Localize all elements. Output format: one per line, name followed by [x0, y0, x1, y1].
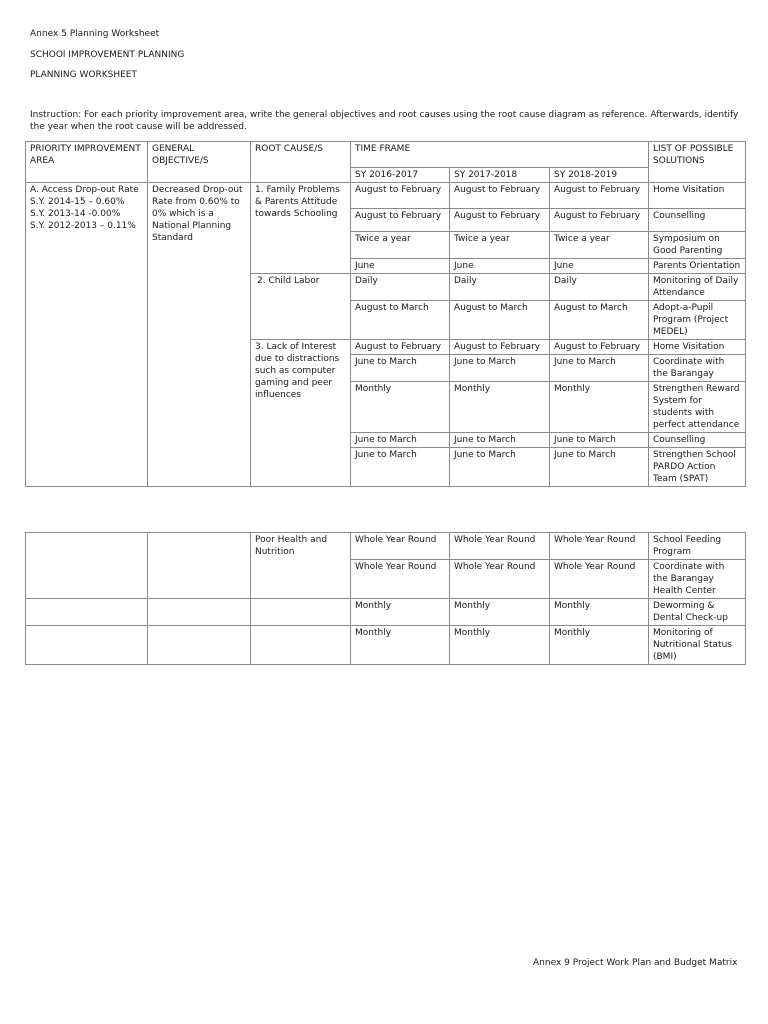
solution-cell: Parents Orientation [649, 259, 746, 274]
timeframe-cell: June to March [450, 448, 550, 487]
timeframe-cell: Monthly [550, 382, 649, 433]
timeframe-cell: June to March [351, 355, 450, 382]
timeframe-cell: August to February [450, 183, 550, 209]
timeframe-cell: Monthly [450, 599, 550, 626]
timeframe-cell: August to February [351, 183, 450, 209]
header-root-cause: ROOT CAUSE/S [251, 142, 351, 183]
root-cause-child-labor: 2. Child Labor [251, 274, 351, 340]
timeframe-cell: Monthly [450, 382, 550, 433]
header-year: SY 2018-2019 [550, 168, 649, 183]
empty-cell [26, 626, 148, 665]
solution-cell: Adopt-a-Pupil Program (Project MEDEL) [649, 301, 746, 340]
priority-area-rate: S.Y. 2012-2013 – 0.11% [30, 221, 136, 231]
timeframe-cell: Whole Year Round [351, 560, 450, 599]
planning-table [25, 141, 746, 487]
timeframe-cell: August to February [450, 209, 550, 232]
timeframe-cell: June to March [550, 448, 649, 487]
timeframe-cell: Monthly [351, 626, 450, 665]
solution-cell: Deworming & Dental Check-up [649, 599, 746, 626]
header-time-frame: TIME FRAME [351, 142, 649, 168]
timeframe-cell: August to March [450, 301, 550, 340]
timeframe-cell: June to March [351, 448, 450, 487]
timeframe-cell: June [450, 259, 550, 274]
solution-cell: Home Visitation [649, 340, 746, 355]
timeframe-cell: August to February [351, 340, 450, 355]
timeframe-cell: August to March [351, 301, 450, 340]
solution-cell: School Feeding Program [649, 533, 746, 560]
timeframe-cell: August to February [550, 183, 649, 209]
timeframe-cell: Monthly [351, 382, 450, 433]
timeframe-cell: August to February [351, 209, 450, 232]
timeframe-cell: June to March [450, 355, 550, 382]
timeframe-cell: Monthly [450, 626, 550, 665]
solution-cell: Strengthen Reward System for students with perfect attendance [649, 382, 746, 433]
timeframe-cell: Twice a year [450, 232, 550, 259]
solution-cell: Monitoring of Nutritional Status (BMI) [649, 626, 746, 665]
annex-title: Annex 5 Planning Worksheet [30, 29, 160, 39]
header-year: SY 2017-2018 [450, 168, 550, 183]
timeframe-cell: Daily [550, 274, 649, 301]
timeframe-cell: Monthly [550, 626, 649, 665]
timeframe-cell: June to March [450, 433, 550, 448]
priority-area-cell [26, 183, 148, 487]
solution-cell: Counselling [649, 433, 746, 448]
timeframe-cell: Daily [351, 274, 450, 301]
timeframe-cell: Whole Year Round [550, 560, 649, 599]
timeframe-cell: August to February [550, 209, 649, 232]
timeframe-cell: Daily [450, 274, 550, 301]
timeframe-cell: June to March [550, 433, 649, 448]
solution-cell: Coordinate with the Barangay [649, 355, 746, 382]
header-solutions: LIST OF POSSIBLE SOLUTIONS [649, 142, 746, 183]
header-general-objective: GENERAL OBJECTIVE/S [148, 142, 251, 183]
timeframe-cell: Monthly [550, 599, 649, 626]
solution-cell: Monitoring of Daily Attendance [649, 274, 746, 301]
solution-cell: Coordinate with the Barangay Health Center [649, 560, 746, 599]
solution-cell: Strengthen School PARDO Action Team (SPAT) [649, 448, 746, 487]
solution-cell: Symposium on Good Parenting [649, 232, 746, 259]
timeframe-cell: June [550, 259, 649, 274]
planning-table-continued [25, 532, 746, 665]
priority-area-rate: S.Y. 2014-15 – 0.60% [30, 197, 125, 207]
timeframe-cell: August to February [550, 340, 649, 355]
empty-cell [148, 533, 251, 599]
general-objective-cell: Decreased Drop-out Rate from 0.60% to 0% which is a National Planning Standard [148, 183, 251, 487]
timeframe-cell: August to February [450, 340, 550, 355]
priority-area-rate: S.Y. 2013-14 -0.00% [30, 209, 121, 219]
worksheet-title: PLANNING WORKSHEET [30, 70, 137, 80]
timeframe-cell: Whole Year Round [351, 533, 450, 560]
section-title: SCHOOl IMPROVEMENT PLANNING [30, 50, 185, 60]
timeframe-cell: June [351, 259, 450, 274]
timeframe-cell: August to March [550, 301, 649, 340]
timeframe-cell: Whole Year Round [550, 533, 649, 560]
footer-annex-title: Annex 9 Project Work Plan and Budget Matrix [533, 958, 738, 968]
timeframe-cell: June to March [351, 433, 450, 448]
empty-cell [148, 626, 251, 665]
timeframe-cell: Whole Year Round [450, 560, 550, 599]
solution-cell: Home Visitation [649, 183, 746, 209]
timeframe-cell: Twice a year [550, 232, 649, 259]
root-cause-family: 1. Family Problems & Parents Attitude towards Schooling [251, 183, 351, 274]
timeframe-cell: Twice a year [351, 232, 450, 259]
root-cause-poor-health: Poor Health and Nutrition [251, 533, 351, 599]
instruction-text: Instruction: For each priority improvement area, write the general objectives and root causes using the root cause diagram as reference. Afterwards, identify the year when the root cause will be addressed. [30, 110, 739, 132]
root-cause-lack-of-interest: 3. Lack of Interest due to distractions such as computer gaming and peer influences [251, 340, 351, 487]
header-priority-area: PRIORITY IMPROVEMENT AREA [26, 142, 148, 183]
empty-cell [26, 599, 148, 626]
empty-cell [148, 599, 251, 626]
priority-area-title: A. Access Drop-out Rate [30, 185, 139, 195]
empty-cell [251, 626, 351, 665]
solution-cell: Counselling [649, 209, 746, 232]
empty-cell [251, 599, 351, 626]
timeframe-cell: June to March [550, 355, 649, 382]
timeframe-cell: Monthly [351, 599, 450, 626]
header-year: SY 2016-2017 [351, 168, 450, 183]
empty-cell [26, 533, 148, 599]
timeframe-cell: Whole Year Round [450, 533, 550, 560]
